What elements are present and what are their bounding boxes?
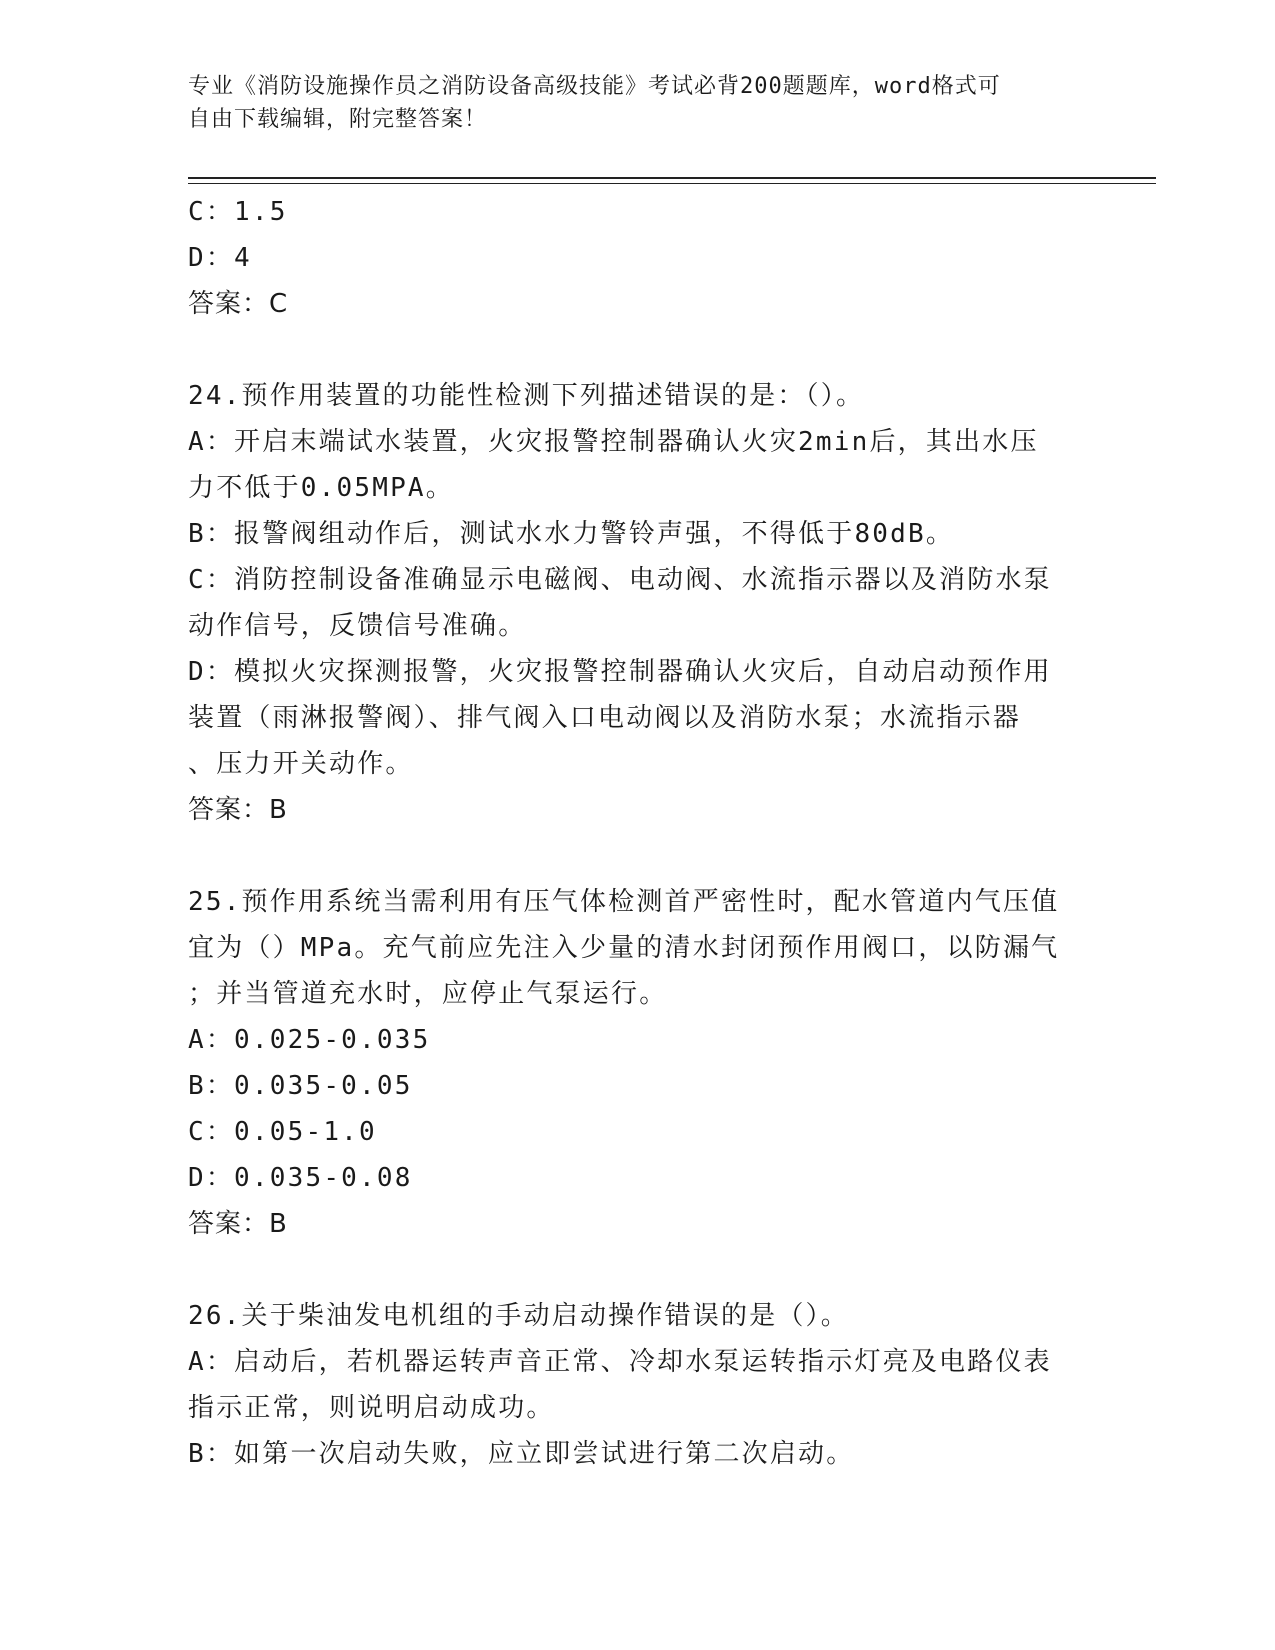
question-stem: 24.预作用装置的功能性检测下列描述错误的是：（）。 (188, 381, 865, 411)
header-line-1: 专业《消防设施操作员之消防设备高级技能》考试必背200题题库，word格式可 (188, 74, 1001, 99)
question-25 (188, 879, 1088, 1247)
option-a: A：开启末端试水装置，火灾报警控制器确认火灾2min后，其出水压 (188, 427, 1039, 457)
option-a-continued: 力不低于0.05MPA。 (188, 473, 454, 503)
question-24 (188, 373, 1088, 833)
option-a-continued: 指示正常，则说明启动成功。 (188, 1393, 555, 1423)
option-c: C：1.5 (188, 197, 288, 227)
document-body (188, 189, 1088, 1477)
option-d-continued-2: 、压力开关动作。 (188, 749, 414, 779)
answer-line: 答案：B (188, 795, 288, 825)
question-23-tail (188, 189, 1088, 327)
option-b: B：如第一次启动失败，应立即尝试进行第二次启动。 (188, 1439, 855, 1469)
option-c: C：消防控制设备准确显示电磁阀、电动阀、水流指示器以及消防水泵 (188, 565, 1052, 595)
header-line-2: 自由下载编辑，附完整答案！ (188, 107, 488, 132)
document-header (188, 70, 1068, 136)
spacer (188, 1247, 1088, 1293)
option-b: B：0.035-0.05 (188, 1071, 413, 1101)
answer-line: 答案：C (188, 289, 289, 319)
option-a: A：启动后，若机器运转声音正常、冷却水泵运转指示灯亮及电路仪表 (188, 1347, 1052, 1377)
option-d: D：4 (188, 243, 252, 273)
spacer (188, 327, 1088, 373)
question-stem: 26.关于柴油发电机组的手动启动操作错误的是（）。 (188, 1301, 849, 1331)
header-divider-thin (188, 183, 1156, 184)
question-stem: 25.预作用系统当需利用有压气体检测首严密性时，配水管道内气压值 (188, 887, 1060, 917)
option-d: D：模拟火灾探测报警，火灾报警控制器确认火灾后，自动启动预作用 (188, 657, 1052, 687)
option-d: D：0.035-0.08 (188, 1163, 413, 1193)
header-divider-thick (188, 177, 1156, 179)
question-stem-continued: 宜为（）MPa。充气前应先注入少量的清水封闭预作用阀口，以防漏气 (188, 933, 1060, 963)
option-d-continued: 装置（雨淋报警阀）、排气阀入口电动阀以及消防水泵；水流指示器 (188, 703, 1022, 733)
question-26 (188, 1293, 1088, 1477)
answer-line: 答案：B (188, 1209, 288, 1239)
option-a: A：0.025-0.035 (188, 1025, 431, 1055)
question-stem-continued-2: ；并当管道充水时，应停止气泵运行。 (188, 979, 668, 1009)
spacer (188, 833, 1088, 879)
option-c-continued: 动作信号，反馈信号准确。 (188, 611, 527, 641)
option-c: C：0.05-1.0 (188, 1117, 377, 1147)
option-b: B：报警阀组动作后，测试水水力警铃声强，不得低于80dB。 (188, 519, 955, 549)
